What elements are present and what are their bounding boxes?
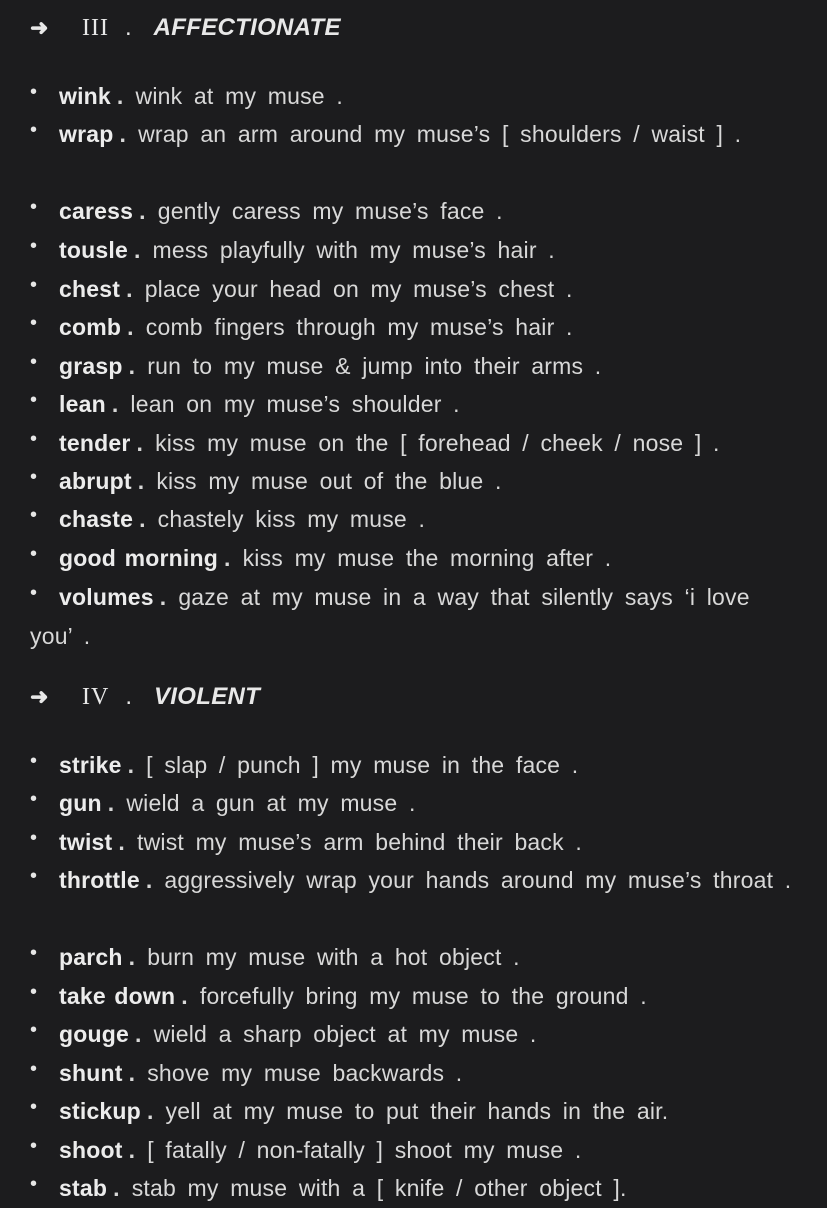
item-text: burn my muse with a hot object . (147, 944, 520, 970)
section-separator: . (124, 14, 132, 41)
section-separator: . (125, 683, 132, 710)
section-numeral: IV (82, 683, 110, 710)
bullet-icon: • (30, 942, 38, 964)
bullet-icon: • (30, 865, 38, 887)
term-separator: . (135, 1021, 142, 1047)
bullet-icon: • (30, 81, 38, 103)
list-item-shunt (30, 1054, 797, 1093)
bullet-icon: • (30, 750, 38, 772)
bullet-icon: • (30, 1019, 38, 1041)
bullet-icon: • (30, 1173, 38, 1195)
bullet-icon: • (30, 504, 38, 526)
item-text: place your head on my muse’s chest . (144, 276, 573, 302)
item-term: strike (59, 752, 122, 778)
bullet-icon: • (30, 119, 38, 141)
list-item-comb (30, 308, 797, 347)
item-term: chest (59, 276, 121, 302)
term-separator: . (137, 468, 145, 494)
section-numeral: III (82, 14, 109, 41)
term-separator: . (181, 983, 188, 1009)
item-text: yell at my muse to put their hands in the air. (165, 1098, 669, 1124)
item-text: wield a gun at my muse . (126, 790, 416, 816)
term-separator: . (136, 430, 144, 456)
term-separator: . (128, 944, 136, 970)
item-text: [ slap / punch ] my muse in the face . (146, 752, 579, 778)
bullet-icon: • (30, 1058, 38, 1080)
item-term: stab (59, 1175, 108, 1201)
list-item-wink (30, 77, 797, 116)
term-separator: . (127, 752, 135, 778)
item-term: tender (59, 430, 131, 456)
list-item-twist (30, 823, 797, 862)
list-item-good-morning (30, 539, 797, 578)
section-header-violent (30, 677, 260, 717)
item-text: lean on my muse’s shoulder . (130, 391, 460, 417)
item-term: throttle (59, 867, 140, 893)
item-term: gun (59, 790, 102, 816)
list-item-gouge (30, 1015, 797, 1054)
item-text: [ fatally / non-fatally ] shoot my muse . (147, 1137, 582, 1163)
term-separator: . (223, 545, 231, 571)
item-text: wink at my muse . (135, 83, 343, 109)
bullet-icon: • (30, 428, 38, 450)
bullet-icon: • (30, 235, 38, 257)
term-separator: . (128, 1137, 136, 1163)
list-item-chest (30, 270, 797, 309)
term-separator: . (159, 584, 167, 610)
list-item-tousle (30, 231, 797, 270)
term-separator: . (127, 314, 134, 340)
item-term: wrap (59, 121, 114, 147)
bullet-icon: • (30, 582, 38, 604)
section-title: VIOLENT (154, 683, 261, 710)
bullet-icon: • (30, 389, 38, 411)
term-separator: . (107, 790, 115, 816)
term-separator: . (133, 237, 141, 263)
item-text: twist my muse’s arm behind their back . (136, 829, 583, 855)
item-term: shunt (59, 1060, 123, 1086)
item-term: comb (59, 314, 122, 340)
item-text: chastely kiss my muse . (157, 506, 426, 532)
item-term: caress (59, 198, 134, 224)
item-text: mess playfully with my muse’s hair . (152, 237, 555, 263)
list-item-wrap (30, 115, 797, 154)
item-text: aggressively wrap your hands around my muse’s throat . (164, 867, 792, 893)
item-text: comb fingers through my muse’s hair . (145, 314, 573, 340)
item-term: lean (59, 391, 106, 417)
term-separator: . (119, 121, 127, 147)
item-term: volumes (59, 584, 154, 610)
list-item-gun (30, 784, 797, 823)
item-term: chaste (59, 506, 134, 532)
bullet-icon: • (30, 351, 38, 373)
item-term: shoot (59, 1137, 123, 1163)
item-text: gaze at my muse in a way that silently says ‘i love you’ . (30, 584, 750, 649)
bullet-icon: • (30, 196, 38, 218)
item-term: gouge (59, 1021, 129, 1047)
item-text: stab my muse with a [ knife / other object ]. (131, 1175, 627, 1201)
arrow-right-icon: ➜ (30, 15, 49, 40)
list-item-strike (30, 746, 797, 785)
item-text: wield a sharp object at my muse . (153, 1021, 537, 1047)
item-text: wrap an arm around my muse’s [ shoulders / waist ] . (138, 121, 742, 147)
list-item-parch (30, 938, 797, 977)
list-item-stab (30, 1169, 797, 1208)
term-separator: . (128, 353, 136, 379)
item-term: grasp (59, 353, 123, 379)
list-item-tender (30, 424, 797, 463)
term-separator: . (111, 391, 119, 417)
item-text: run to my muse & jump into their arms . (147, 353, 602, 379)
term-separator: . (116, 83, 124, 109)
bullet-icon: • (30, 1135, 38, 1157)
term-separator: . (146, 1098, 154, 1124)
list-item-caress (30, 192, 797, 231)
list-item-lean (30, 385, 797, 424)
bullet-icon: • (30, 466, 38, 488)
item-term: parch (59, 944, 123, 970)
item-term: good morning (59, 545, 218, 571)
bullet-icon: • (30, 274, 38, 296)
term-separator: . (113, 1175, 120, 1201)
list-item-chaste (30, 500, 797, 539)
list-item-stickup (30, 1092, 797, 1131)
bullet-icon: • (30, 788, 38, 810)
section-title: AFFECTIONATE (153, 14, 341, 41)
item-text: forcefully bring my muse to the ground . (199, 983, 647, 1009)
list-item-shoot (30, 1131, 797, 1170)
term-separator: . (128, 1060, 136, 1086)
item-text: shove my muse backwards . (147, 1060, 463, 1086)
term-separator: . (126, 276, 133, 302)
item-term: abrupt (59, 468, 132, 494)
list-item-grasp (30, 347, 797, 386)
section-header-affectionate (30, 8, 341, 48)
item-term: take down (59, 983, 176, 1009)
term-separator: . (139, 506, 146, 532)
term-separator: . (118, 829, 125, 855)
bullet-icon: • (30, 981, 38, 1003)
item-term: tousle (59, 237, 128, 263)
item-text: kiss my muse on the [ forehead / cheek / nose ] . (155, 430, 720, 456)
bullet-icon: • (30, 312, 38, 334)
term-separator: . (139, 198, 146, 224)
bullet-icon: • (30, 543, 38, 565)
term-separator: . (145, 867, 153, 893)
list-item-abrupt (30, 462, 797, 501)
item-text: kiss my muse out of the blue . (156, 468, 502, 494)
list-item-throttle (30, 861, 797, 900)
item-term: twist (59, 829, 113, 855)
bullet-icon: • (30, 827, 38, 849)
arrow-right-icon: ➜ (30, 684, 49, 709)
item-text: gently caress my muse’s face . (157, 198, 503, 224)
bullet-icon: • (30, 1096, 38, 1118)
item-term: stickup (59, 1098, 141, 1124)
list-item-volumes (30, 578, 797, 655)
item-term: wink (59, 83, 111, 109)
list-item-take-down (30, 977, 797, 1016)
item-text: kiss my muse the morning after . (242, 545, 612, 571)
